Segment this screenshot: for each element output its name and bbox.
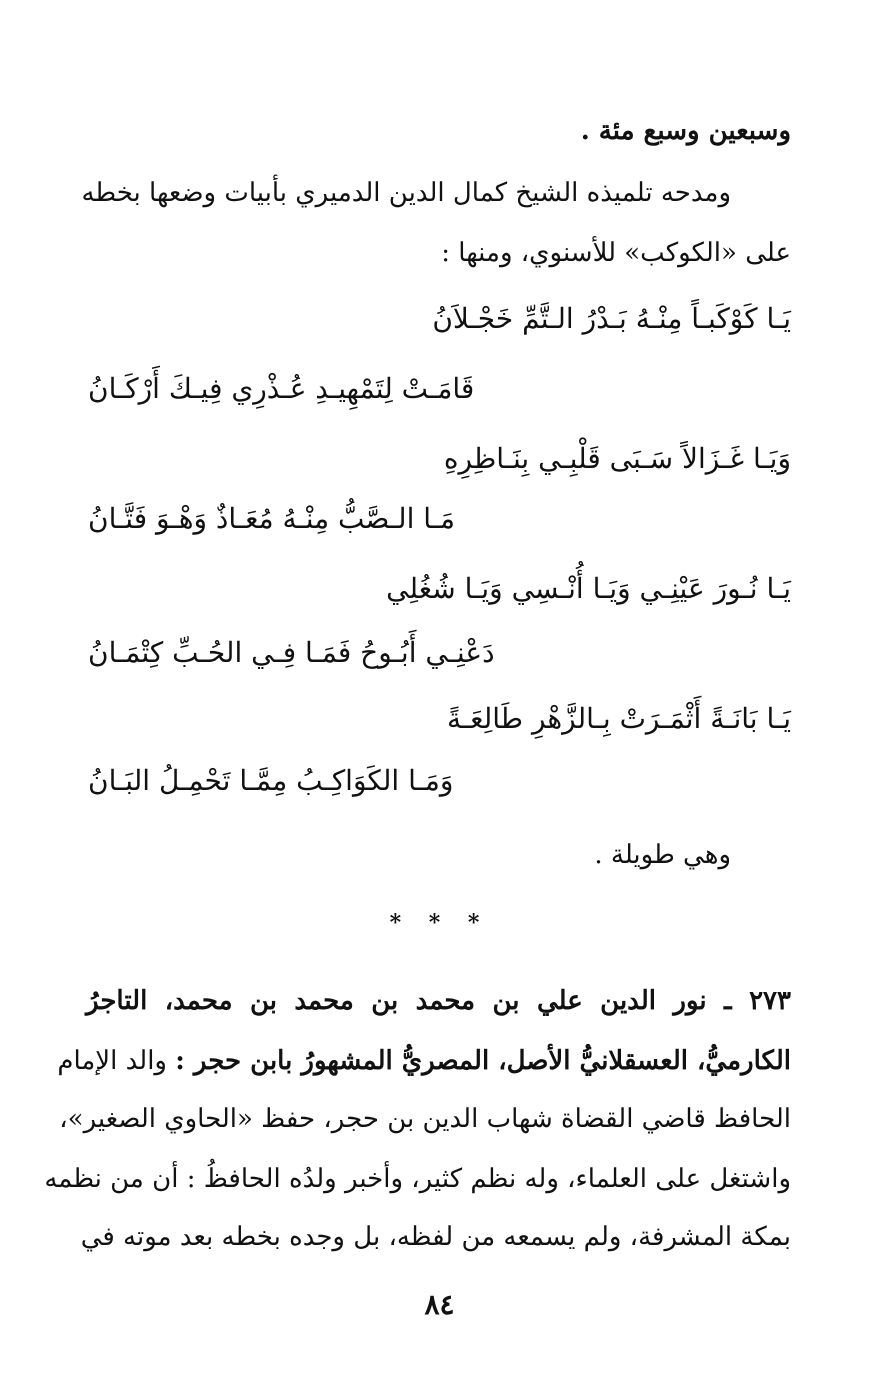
entry-line-4: واشتغل على العلماء، وله نظم كثير، وأخبر ولدُه الحافظُ : أن من نظمه [44, 1164, 791, 1194]
entry-line-5: بمكة المشرفة، ولم يسمعه من لفظه، بل وجده بخطه بعد موته في [80, 1222, 791, 1252]
entry-name-bold: الكارميُّ، العسقلانيُّ الأصل، المصريُّ المشهورُ بابن حجر : [175, 1046, 791, 1076]
verse-4-second-hemistich: وَمَـا الكَوَاكِـبُ مِمَّـا تَحْمِـلُ البَـانُ [88, 764, 454, 797]
verse-2-second-hemistich: مَـا الـصَّبُّ مِنْـهُ مُعَـاذٌ وَهْـوَ فَتَّـانُ [88, 502, 455, 535]
verse-1-first-hemistich: يَـا كَوْكَبـاً مِنْـهُ بَـدْرُ الـتَّمِّ خَجْـلاَنُ [432, 302, 791, 335]
verse-3-first-hemistich: يَـا نُـورَ عَيْنِـي وَيَـا أُنْـسِي وَيَـا شُغُلِي [386, 572, 791, 605]
verse-1-second-hemistich: قَامَـتْ لِتَمْهِيـدِ عُـذْرِي فِيـكَ أَرْكَـانُ [88, 372, 475, 405]
section-separator: * * * [389, 910, 490, 936]
intro-line-3: على «الكوكب» للأسنوي، ومنها : [441, 238, 791, 268]
entry-line-3: الحافظ قاضي القضاة شهاب الدين بن حجر، حفظ «الحاوي الصغير»، [59, 1104, 791, 1134]
verse-2-first-hemistich: وَيَـا غَـزَالاً سَـبَى قَلْبِـي بِنَـاظِرِهِ [443, 442, 791, 475]
page-number: ٨٤ [424, 1288, 455, 1321]
outro-line: وهي طويلة . [594, 840, 731, 870]
verse-3-second-hemistich: دَعْنِـي أَبُـوحُ فَمَـا فِـي الحُـبِّ كِتْمَـانُ [88, 636, 495, 669]
entry-line-1: ٢٧٣ ـ نور الدين علي بن محمد بن محمد بن محمد، التاجرُ [86, 986, 791, 1016]
entry-line-2 [57, 1046, 791, 1077]
intro-line-1: وسبعين وسبع مئة . [580, 116, 791, 146]
verse-4-first-hemistich: يَـا بَانَـةً أَثْمَـرَتْ بِـالزَّهْرِ طَالِعَـةً [446, 702, 791, 735]
entry-line-2-rest: والد الإمام [57, 1046, 176, 1076]
intro-line-2: ومدحه تلميذه الشيخ كمال الدين الدميري بأبيات وضعها بخطه [81, 178, 731, 208]
